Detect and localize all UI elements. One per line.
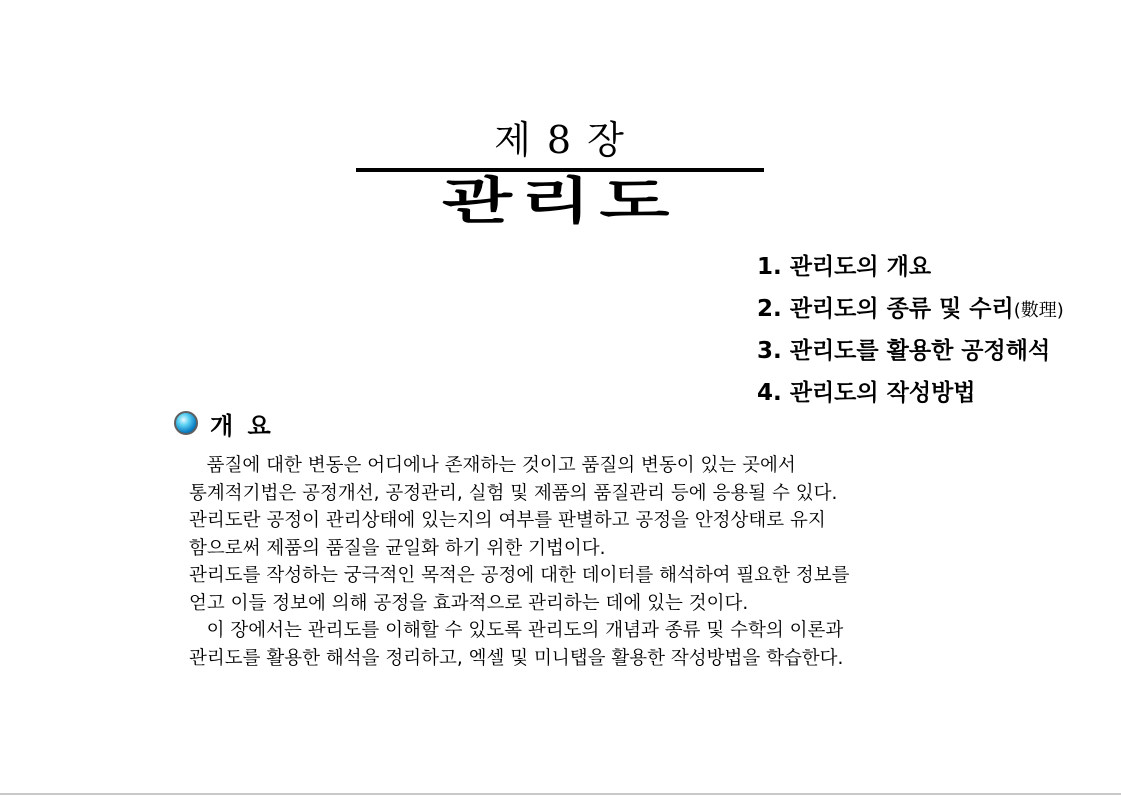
chapter-number: 제 8 장 [494,118,626,162]
paragraph-line: 함으로써 제품의 품질을 균일화 하기 위한 기법이다. [189,537,606,559]
toc-item: 1. 관리도의 개요 [757,254,932,280]
overview-paragraph [189,452,850,672]
paragraph-line: 품질에 대한 변동은 어디에나 존재하는 것이고 품질의 변동이 있는 곳에서 [189,455,796,476]
toc-item: 4. 관리도의 작성방법 [757,380,976,406]
paragraph-line: 관리도를 활용한 해석을 정리하고, 엑셀 및 미니탭을 활용한 작성방법을 학습한다. [189,647,844,669]
paragraph-line: 이 장에서는 관리도를 이해할 수 있도록 관리도의 개념과 종류 및 수학의 이론과 [189,620,844,641]
blue-sphere-bullet-icon [174,411,198,435]
paragraph-line: 관리도란 공정이 관리상태에 있는지의 여부를 판별하고 공정을 안정상태로 유지 [189,510,826,531]
paragraph-line: 통계적기법은 공정개선, 공정관리, 실험 및 제품의 품질관리 등에 응용될 수 있다. [189,482,838,504]
chapter-title: 관리도 [441,172,679,230]
toc-item: 3. 관리도를 활용한 공정해석 [757,338,1051,364]
paragraph-line: 얻고 이들 정보에 의해 공정을 효과적으로 관리하는 데에 있는 것이다. [189,592,749,614]
paragraph-line: 관리도를 작성하는 궁극적인 목적은 공정에 대한 데이터를 해석하여 필요한 정보를 [189,565,850,586]
section-heading-text: 개 요 [210,411,274,440]
section-heading [174,406,274,440]
toc-item: 2. 관리도의 종류 및 수리(數理) [757,296,1064,322]
bottom-border [0,793,1121,795]
table-of-contents [757,247,1064,415]
